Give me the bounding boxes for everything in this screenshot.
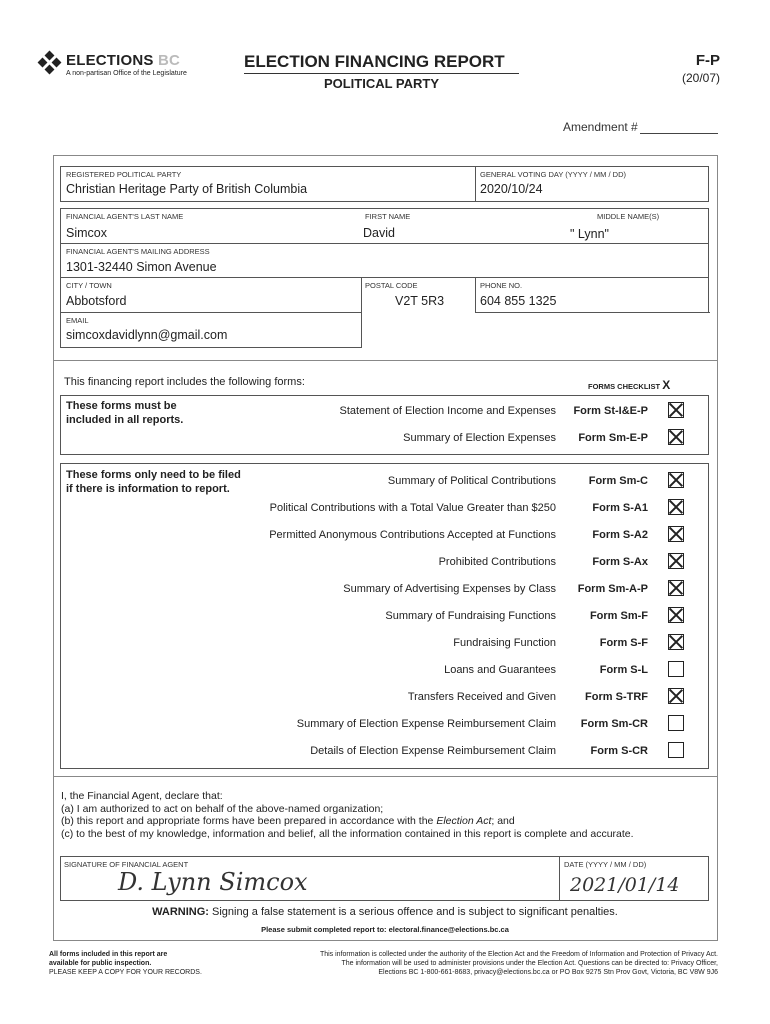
divider <box>60 277 709 278</box>
form-code: Form S-TRF <box>585 691 648 703</box>
report-subtitle: POLITICAL PARTY <box>323 76 440 91</box>
form-checkbox[interactable] <box>668 634 684 650</box>
last-name-label: FINANCIAL AGENT'S LAST NAME <box>66 212 184 221</box>
form-checkbox[interactable] <box>668 742 684 758</box>
signature-label: SIGNATURE OF FINANCIAL AGENT <box>64 860 189 869</box>
date-label: DATE (YYYY / MM / DD) <box>564 860 647 869</box>
form-checkbox[interactable] <box>668 472 684 488</box>
address-field[interactable]: 1301-32440 Simon Avenue <box>66 260 217 274</box>
optional-forms-title: These forms only need to be filed if there is information to report. <box>66 469 241 495</box>
footer-right: This information is collected under the authority of the Election Act and the Freedom of Information and Protection of Privacy Act. The information will be used to administer provisions under the Election Act. Questions can be directed to: Privacy Officer, Elections BC 1-800-661-8683, privacy@elections.bc.ca or PO Box 9275 Stn Prov Govt, Victoria, BC V8W 9J6 <box>319 951 718 976</box>
voting-day-field[interactable]: 2020/10/24 <box>480 182 543 196</box>
form-checkbox[interactable] <box>668 661 684 677</box>
form-description: Political Contributions with a Total Value Greater than $250 <box>269 502 556 514</box>
first-name-label: FIRST NAME <box>365 212 411 221</box>
form-checkbox[interactable] <box>668 429 684 445</box>
middle-name-field[interactable]: " Lynn" <box>570 227 609 241</box>
postal-code-field[interactable]: V2T 5R3 <box>395 294 445 308</box>
footer-left: All forms included in this report are available for public inspection. PLEASE KEEP A COPY FOR YOUR RECORDS. <box>49 951 202 976</box>
form-description: Summary of Political Contributions <box>387 475 556 487</box>
city-label: CITY / TOWN <box>66 281 112 290</box>
middle-name-label: MIDDLE NAME(S) <box>597 212 660 221</box>
party-field[interactable]: Christian Heritage Party of British Columbia <box>66 182 308 196</box>
divider <box>475 277 476 312</box>
form-code: Form Sm-CR <box>580 718 648 730</box>
blank-area <box>362 312 710 349</box>
form-description: Permitted Anonymous Contributions Accepted at Functions <box>269 529 556 541</box>
form-description: Summary of Fundraising Functions <box>385 610 556 622</box>
report-title: ELECTION FINANCING REPORT <box>244 52 519 74</box>
divider <box>60 243 709 244</box>
phone-label: PHONE NO. <box>480 281 523 290</box>
first-name-field[interactable]: David <box>363 226 395 240</box>
form-checkbox[interactable] <box>668 526 684 542</box>
form-code: Form Sm-A-P <box>577 583 648 595</box>
declaration-line: (c) to the best of my knowledge, information and belief, all the information contained in this report is complete and accurate. <box>61 827 634 840</box>
postal-code-label: POSTAL CODE <box>365 281 418 290</box>
city-field[interactable]: Abbotsford <box>66 294 127 308</box>
warning: WARNING: Signing a false statement is a serious offence and is subject to significant penalties. <box>152 906 618 918</box>
phone-field[interactable]: 604 855 1325 <box>480 294 557 308</box>
form-description: Loans and Guarantees <box>444 664 556 676</box>
form-checkbox[interactable] <box>668 402 684 418</box>
divider <box>60 312 362 313</box>
declaration-line: I, the Financial Agent, declare that: <box>61 790 223 802</box>
required-forms-title: These forms must be included in all reports. <box>66 400 184 426</box>
last-name-field[interactable]: Simcox <box>66 226 107 240</box>
form-description: Statement of Election Income and Expenses <box>339 405 556 417</box>
party-label: REGISTERED POLITICAL PARTY <box>66 170 182 179</box>
form-checkbox[interactable] <box>668 553 684 569</box>
email-label: EMAIL <box>66 316 89 325</box>
address-label: FINANCIAL AGENT'S MAILING ADDRESS <box>66 247 210 256</box>
divider <box>53 776 718 777</box>
forms-intro: This financing report includes the following forms: <box>64 376 305 388</box>
form-code: Form Sm-E-P <box>578 432 648 444</box>
form-version: (20/07) <box>681 71 720 85</box>
form-code: Form Sm-F <box>589 610 648 622</box>
form-code: Form S-L <box>599 664 648 676</box>
elections-bc-logo-icon <box>37 50 63 76</box>
logo-subtitle: A non-partisan Office of the Legislature <box>66 70 187 77</box>
form-checkbox[interactable] <box>668 715 684 731</box>
date-field[interactable]: 2021/01/14 <box>570 874 680 896</box>
divider <box>475 166 476 202</box>
form-description: Summary of Election Expenses <box>403 432 556 444</box>
email-field[interactable]: simcoxdavidlynn@gmail.com <box>66 328 228 342</box>
submit-instructions: Please submit completed report to: electoral.finance@elections.bc.ca <box>261 925 509 934</box>
form-description: Summary of Election Expense Reimbursement Claim <box>296 718 556 730</box>
form-code: Form S-A1 <box>592 502 648 514</box>
forms-checklist-label: FORMS CHECKLIST X <box>588 378 671 392</box>
signature-field[interactable]: D. Lynn Simcox <box>118 868 308 896</box>
form-description: Summary of Advertising Expenses by Class <box>343 583 556 595</box>
logo-text: ELECTIONS BC <box>66 52 181 69</box>
form-description: Transfers Received and Given <box>407 691 556 703</box>
declaration-line: (a) I am authorized to act on behalf of the above-named organization; <box>61 802 384 815</box>
form-code: Form S-A2 <box>592 529 648 541</box>
form-description: Prohibited Contributions <box>438 556 556 568</box>
form-checkbox[interactable] <box>668 688 684 704</box>
amendment-field[interactable] <box>640 133 718 134</box>
form-code: Form Sm-C <box>588 475 648 487</box>
form-description: Fundraising Function <box>453 637 556 649</box>
divider <box>53 360 718 361</box>
form-code: F-P <box>695 52 720 69</box>
form-checkbox[interactable] <box>668 499 684 515</box>
form-checkbox[interactable] <box>668 580 684 596</box>
voting-day-label: GENERAL VOTING DAY (YYYY / MM / DD) <box>480 170 626 179</box>
divider <box>475 312 710 313</box>
declaration-line: (b) this report and appropriate forms have been prepared in accordance with the Election Act; and <box>61 815 515 827</box>
amendment-label: Amendment # <box>563 120 638 134</box>
form-code: Form S-CR <box>590 745 648 757</box>
form-code: Form S-Ax <box>592 556 648 568</box>
form-checkbox[interactable] <box>668 607 684 623</box>
declaration <box>61 790 711 840</box>
form-description: Details of Election Expense Reimbursement Claim <box>310 745 556 757</box>
form-code: Form S-F <box>599 637 648 649</box>
divider <box>559 856 560 901</box>
form-code: Form St-I&E-P <box>573 405 648 417</box>
